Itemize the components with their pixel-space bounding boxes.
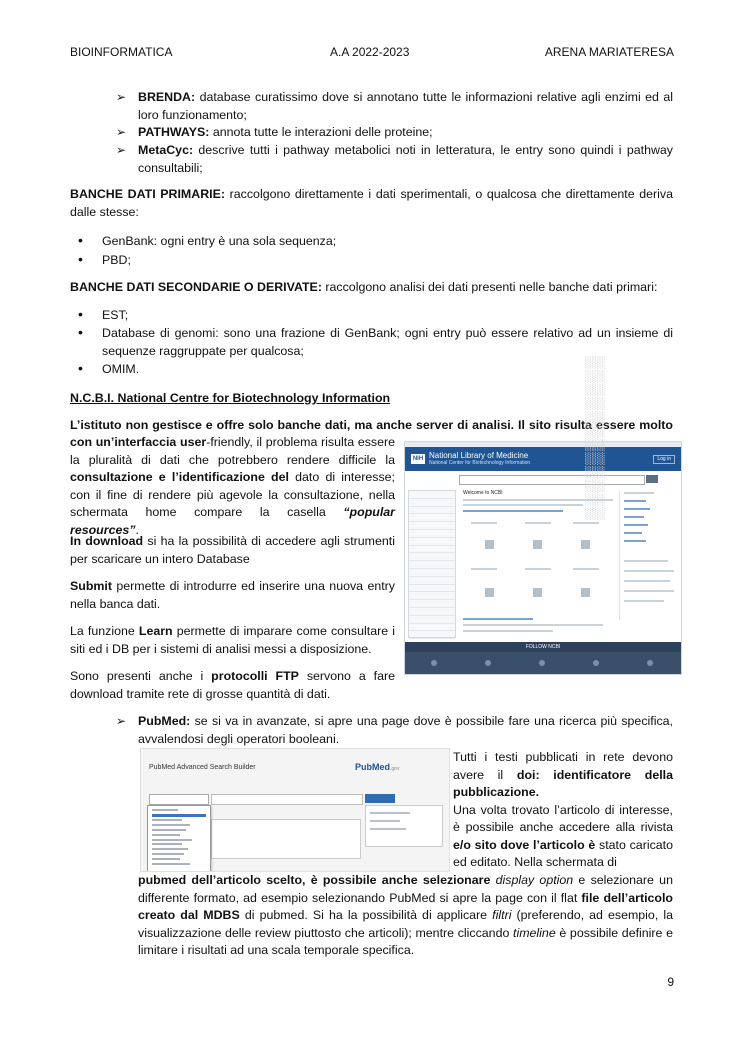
pubmed-advanced-search-screenshot	[140, 748, 450, 872]
linkedin-icon	[539, 660, 545, 666]
paragraph-ncbi-intro	[70, 417, 395, 435]
list-item-pathways: ➢ PATHWAYS: annota tutte le interazioni delle proteine;	[116, 124, 673, 142]
header-author: ARENA MARIATERESA	[544, 45, 674, 59]
ncbi-homepage-screenshot	[404, 441, 682, 675]
page-header	[70, 44, 674, 62]
ncbi-welcome-title: Welcome to NCBI	[463, 490, 503, 496]
bullet-icon: •	[78, 232, 83, 248]
paragraph-banche-secondarie: BANCHE DATI SECONDARIE O DERIVATE: raccolgono analisi dei dati presenti nelle banche dati primari:	[70, 280, 658, 294]
ncbi-banner	[405, 447, 681, 471]
list-item-est: • EST;	[78, 306, 129, 322]
analyze-icon	[533, 588, 542, 597]
paragraph-ncbi-intro-body: con un’interfaccia user-friendly, il problema risulta essere la pluralità di dati che potrebbero rendere difficile la consultazione e l’identificazione del dato di interesse; con il fine di rendere più agevole la consultazione, nella schermata home compare la casella “popular resources”.	[70, 435, 396, 537]
paragraph-ftp: Sono presenti anche i protocolli FTP servono a fare download tramite rete di grosse quantità di dati.	[70, 669, 395, 701]
bullet-icon: •	[78, 306, 83, 322]
header-year: A.A 2022-2023	[330, 45, 410, 59]
ncbi-banner-title: National Library of Medicine	[429, 451, 529, 460]
pubmed-side-panel	[365, 805, 443, 847]
arrow-bullet-icon: ➢	[116, 143, 127, 157]
list-item-brenda: ➢ BRENDA: database curatissimo dove si annotano tutte le informazioni relative agli enzimi ed al loro funzionamento;	[116, 90, 673, 122]
twitter-icon	[431, 660, 437, 666]
list-item-genomi: • Database di genomi: sono una frazione di GenBank; ogni entry può essere relativo ad un insieme di sequenze raggruppate per qualcosa;	[78, 324, 673, 358]
ncbi-search-button	[646, 475, 658, 483]
download-icon	[533, 540, 542, 549]
list-item-genbank: • GenBank: ogni entry è una sola sequenza;	[78, 232, 337, 248]
bullet-icon: •	[78, 324, 83, 340]
pubmed-field-dropdown	[147, 805, 211, 872]
learn-icon	[581, 540, 590, 549]
arrow-bullet-icon: ➢	[116, 125, 127, 139]
pubmed-query-box	[211, 819, 361, 859]
paragraph-ncbi-intro-line1: L’istituto non gestisce e offre solo banche dati, ma anche server di analisi. Il sito risulta essere molto	[70, 418, 673, 432]
paragraph-learn: La funzione Learn permette di imparare come consultare i siti ed i DB per i sistemi di analisi messi a disposizione.	[70, 624, 395, 656]
rss-icon	[647, 660, 653, 666]
pubmed-logo: PubMed.gov	[355, 762, 400, 772]
pubmed-add-button	[365, 794, 395, 803]
nih-logo: NIH	[412, 456, 424, 462]
ncbi-popular-resources	[619, 490, 678, 620]
paragraph-download: In download si ha la possibilità di accedere agli strumenti per scaricare un intero Database	[70, 534, 395, 566]
pubmed-term-input	[211, 794, 363, 805]
ncbi-banner-subtitle: National Center for Biotechnology Information	[429, 460, 531, 466]
section-heading-ncbi: N.C.B.I. National Centre for Biotechnology Information	[70, 391, 391, 405]
submit-icon	[485, 540, 494, 549]
list-item-pubmed: ➢ PubMed: se si va in avanzate, si apre una page dove è possibile fare una ricerca più specifica, avvalendosi degli operatori booleani.	[116, 714, 673, 746]
paragraph-submit: Submit permette di introdurre ed inserire una nuova entry nella banca dati.	[70, 579, 395, 611]
ncbi-footer-label: FOLLOW NCBI	[405, 642, 681, 652]
ncbi-search-bar	[459, 475, 645, 485]
research-icon	[581, 588, 590, 597]
arrow-bullet-icon: ➢	[116, 90, 127, 104]
pubmed-builder-title: PubMed Advanced Search Builder	[149, 764, 256, 771]
develop-icon	[485, 588, 494, 597]
arrow-bullet-icon: ➢	[116, 714, 127, 728]
watermark: ▒▒▒▒▒▒▒▒▒▒▒▒	[584, 354, 604, 520]
ncbi-login-button: Log in	[653, 455, 675, 464]
bullet-icon: •	[78, 251, 83, 267]
bullet-icon: •	[78, 360, 83, 376]
facebook-icon	[485, 660, 491, 666]
ncbi-sidebar	[408, 490, 456, 638]
pubmed-field-select	[149, 794, 209, 805]
github-icon	[593, 660, 599, 666]
header-course: BIOINFORMATICA	[70, 45, 173, 59]
list-item-metacyc: ➢ MetaCyc: descrive tutti i pathway metabolici noti in letteratura, le entry sono quindi i pathway consultabili;	[116, 143, 673, 175]
list-item-pbd: • PBD;	[78, 251, 131, 267]
page-number: 9	[667, 975, 674, 989]
ncbi-footer	[405, 642, 681, 674]
paragraph-banche-primarie: BANCHE DATI PRIMARIE: raccolgono direttamente i dati sperimentali, o qualcosa che direttamente deriva dalle stesse:	[70, 187, 673, 219]
paragraph-pubmed-doi: Tutti i testi pubblicati in rete devono avere il doi: identificatore della pubblicazione. Una volta trovato l’articolo di interesse, è possibile anche accedere alla rivista e/o sito dove l’articolo è stato caricato ed editato. Nella schermata di	[453, 750, 673, 869]
list-item-omim: • OMIM.	[78, 360, 140, 376]
paragraph-pubmed-details: pubmed dell’articolo scelto, è possibile anche selezionare display option e selezionare un differente formato, ad esempio selezionando PubMed si apre la page con il flat file dell’articolo creato dal MDBS di pubmed. Si ha la possibilità di applicare filtri (preferendo, ad esempio, la visualizzazione delle review piuttosto che articoli); mentre cliccando timeline è possibile definire e limitare i risultati ad una scala temporale specifica.	[138, 873, 673, 957]
